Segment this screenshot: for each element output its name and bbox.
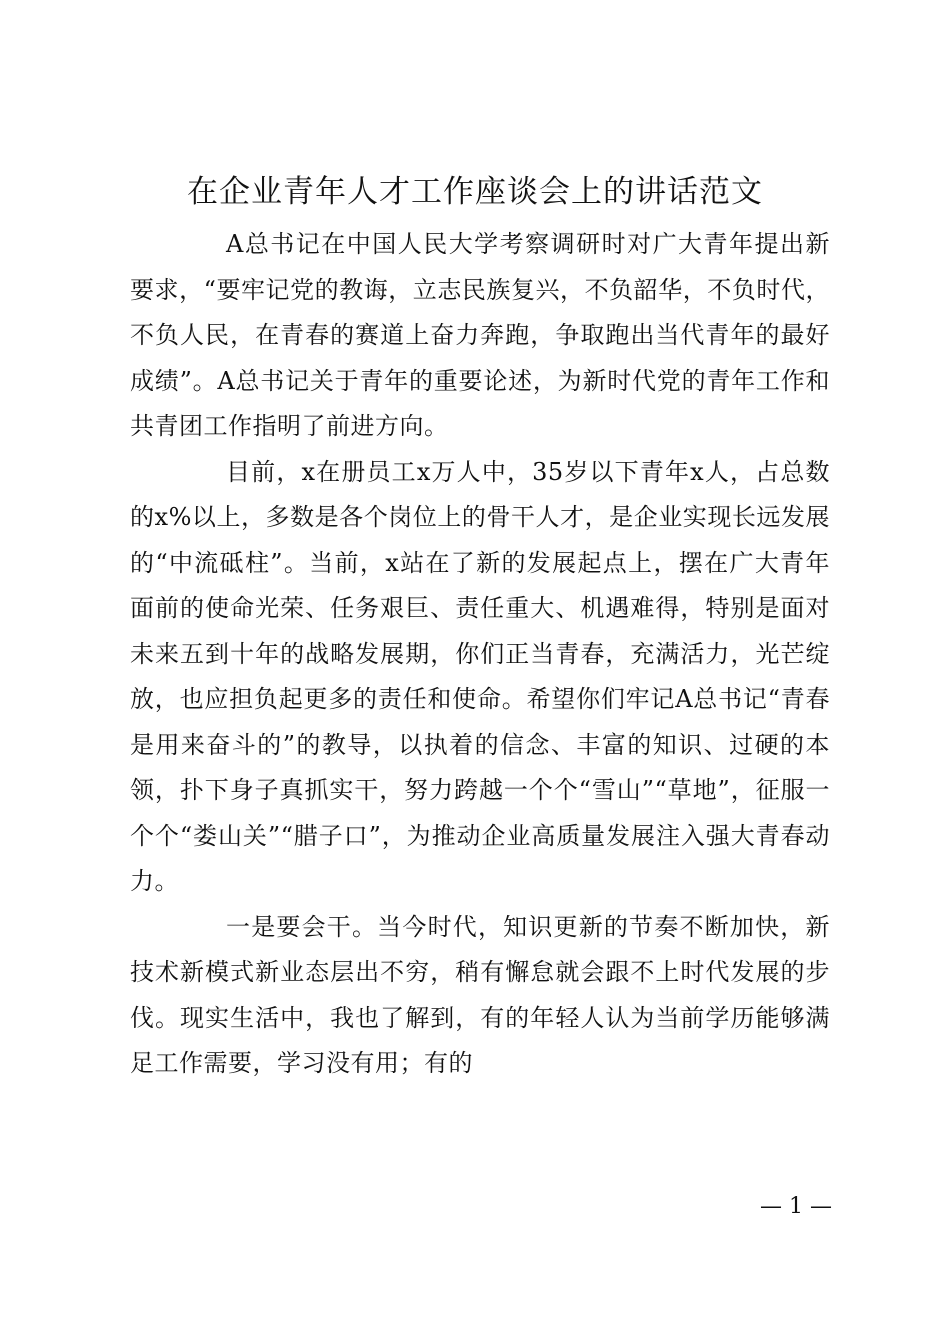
document-title: 在企业青年人才工作座谈会上的讲话范文	[187, 174, 763, 210]
page-number: — 1 —	[760, 1194, 832, 1219]
paragraph-2: 目前，x在册员工x万人中，35岁以下青年x人，占总数的x%以上，多数是各个岗位上的骨干人才，是企业实现长远发展的“中流砥柱”。当前，x站在了新的发展起点上，摆在广大青年面前的使命光荣、任务艰巨、责任重大、机遇难得，特别是面对未来五到十年的战略发展期，你们正当青春，充满活力，光芒绽放，也应担负起更多的责任和使命。希望你们牢记A总书记“青春是用来奋斗的”的教导，以执着的信念、丰富的知识、过硬的本领，扑下身子真抓实干，努力跨越一个个“雪山”“草地”，征服一个个“娄山关”“腊子口”，为推动企业高质量发展注入强大青春动力。	[130, 457, 830, 895]
paragraph-3: 一是要会干。当今时代，知识更新的节奏不断加快，新技术新模式新业态层出不穷，稍有懈怠就会跟不上时代发展的步伐。现实生活中，我也了解到，有的年轻人认为当前学历能够满足工作需要，学习没有用；有的	[130, 912, 830, 1077]
paragraph-1: A总书记在中国人民大学考察调研时对广大青年提出新要求，“要牢记党的教诲，立志民族复兴，不负韶华，不负时代，不负人民，在青春的赛道上奋力奔跑，争取跑出当代青年的最好成绩”。A总书记关于青年的重要论述，为新时代党的青年工作和共青团工作指明了前进方向。	[130, 230, 830, 440]
document-body	[130, 222, 830, 1087]
